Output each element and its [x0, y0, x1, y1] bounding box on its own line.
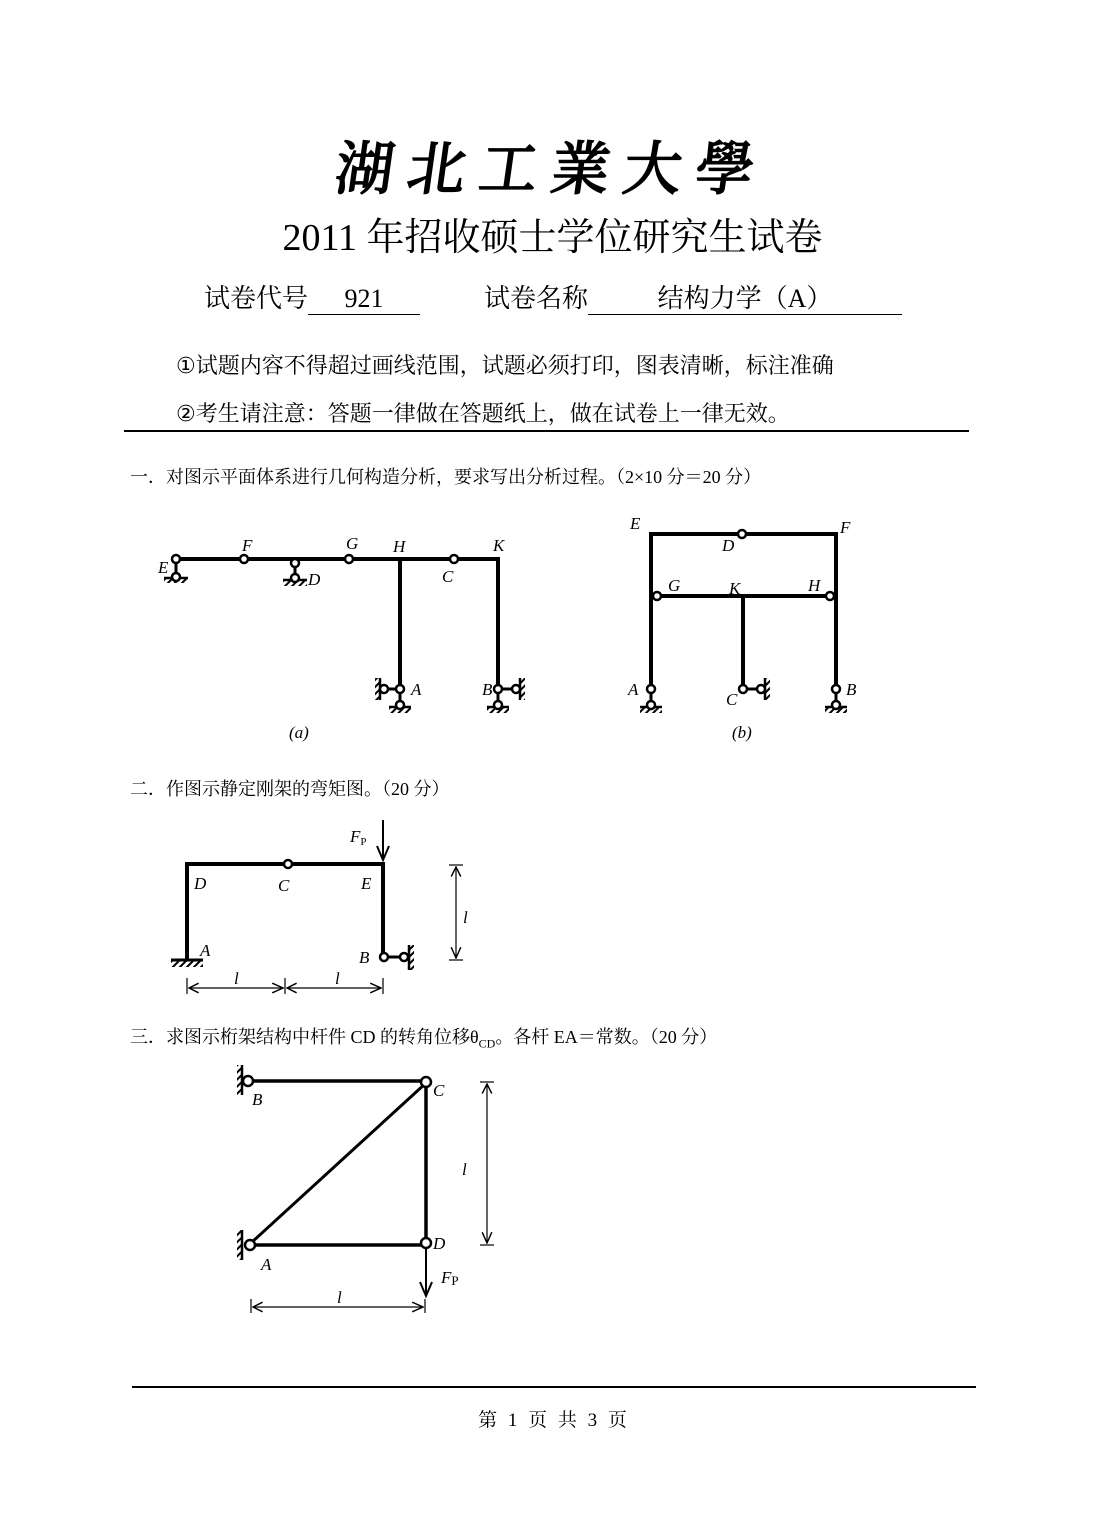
question-3-text: 三．求图示桁架结构中杆件 CD 的转角位移$\theta_{CD}$。各杆 EA＝常数。（20 分） — [130, 1027, 718, 1051]
label-q3-a: A — [261, 1255, 272, 1274]
hinge-a-side — [380, 685, 388, 693]
hinge-b — [832, 685, 840, 693]
label-q2-c: C — [278, 876, 290, 895]
label-b-g: G — [668, 576, 681, 595]
hinge-b — [380, 953, 388, 961]
hinge-a — [245, 1240, 255, 1250]
hinge-c-support — [757, 685, 765, 693]
paper-name-value: 结构力学（A） — [588, 284, 902, 315]
hinge-c — [421, 1077, 431, 1087]
hinge-f — [240, 555, 248, 563]
question-2-text: 二．作图示静定刚架的弯矩图。（20 分） — [130, 779, 450, 799]
footer-divider — [132, 1386, 976, 1388]
hinge-b — [243, 1076, 253, 1086]
label-dim-l-1: l — [234, 969, 239, 988]
hinge-d — [738, 530, 746, 538]
paper-code-value: 921 — [308, 284, 420, 315]
hinge-c — [450, 555, 458, 563]
label-dim-l-2: l — [335, 969, 340, 988]
label-fp: FP — [350, 827, 367, 848]
hinge-d-support — [291, 574, 299, 582]
hinge-b — [494, 685, 502, 693]
label-q2-d: D — [194, 874, 207, 893]
label-a-k: K — [493, 536, 505, 555]
label-a-c: C — [442, 567, 454, 586]
figure-a-labels — [157, 534, 506, 742]
university-logo-text: 湖北工業大學 — [331, 135, 773, 203]
label-a-e: E — [158, 558, 169, 577]
paper-code-label: 试卷代号 — [204, 284, 309, 313]
hinge-a — [396, 685, 404, 693]
hinge-g — [653, 592, 661, 600]
figure-q2 — [171, 820, 463, 994]
hinge-a — [647, 685, 655, 693]
hinge-a-support — [647, 701, 655, 709]
hinge-e-support — [172, 573, 180, 581]
label-b-d: D — [722, 536, 735, 555]
hinge-h — [826, 592, 834, 600]
label-a-g: G — [346, 534, 359, 553]
hinge-d — [291, 559, 299, 567]
notice-1: ①试题内容不得超过画线范围，试题必须打印，图表清晰，标注准确 — [176, 354, 834, 379]
label-q2-b: B — [359, 948, 370, 967]
label-b-k: K — [729, 579, 741, 598]
hinge-b-support — [400, 953, 408, 961]
label-dim-l-horizontal: l — [337, 1288, 342, 1307]
label-b-e: E — [630, 514, 641, 533]
figure-q3-labels — [252, 1081, 467, 1307]
paper-name-label: 试卷名称 — [484, 284, 589, 313]
label-q2-a: A — [200, 941, 211, 960]
hinge-c — [739, 685, 747, 693]
hinge-b-bottom — [494, 701, 502, 709]
caption-b: (b) — [732, 723, 752, 742]
member-ac — [251, 1083, 426, 1243]
label-b-a: A — [628, 680, 639, 699]
figure-a — [164, 555, 525, 713]
label-q3-b: B — [252, 1090, 263, 1109]
label-a-b: B — [482, 680, 493, 699]
label-a-h: H — [393, 537, 406, 556]
label-q3-c: C — [433, 1081, 445, 1100]
caption-a: (a) — [289, 723, 309, 742]
label-a-f: F — [242, 536, 253, 555]
label-q2-e: E — [361, 874, 372, 893]
hinge-c — [284, 860, 292, 868]
label-dim-l-vertical: l — [463, 908, 468, 927]
hinge-a-bottom — [396, 701, 404, 709]
label-b-b: B — [846, 680, 857, 699]
exam-title: 2011 年招收硕士学位研究生试卷 — [282, 217, 823, 259]
figure-q2-labels — [193, 827, 468, 988]
figure-b — [640, 530, 847, 713]
hinge-e — [172, 555, 180, 563]
label-b-c: C — [726, 690, 738, 709]
label-a-d: D — [308, 570, 321, 589]
label-a-a: A — [411, 680, 422, 699]
label-q3-d: D — [433, 1234, 446, 1253]
hinge-d — [421, 1238, 431, 1248]
page-footer: 第 1 页 共 3 页 — [478, 1410, 627, 1431]
question-1-text: 一．对图示平面体系进行几何构造分析，要求写出分析过程。（2×10 分＝20 分） — [130, 467, 762, 487]
hinge-b-support — [832, 701, 840, 709]
label-dim-l-vertical: l — [462, 1160, 467, 1179]
hinge-b-side — [512, 685, 520, 693]
label-fp: FP — [441, 1268, 459, 1288]
label-b-f: F — [840, 518, 851, 537]
label-b-h: H — [808, 576, 821, 595]
hinge-g — [345, 555, 353, 563]
notice-2: ②考生请注意：答题一律做在答题纸上，做在试卷上一律无效。 — [176, 402, 790, 427]
